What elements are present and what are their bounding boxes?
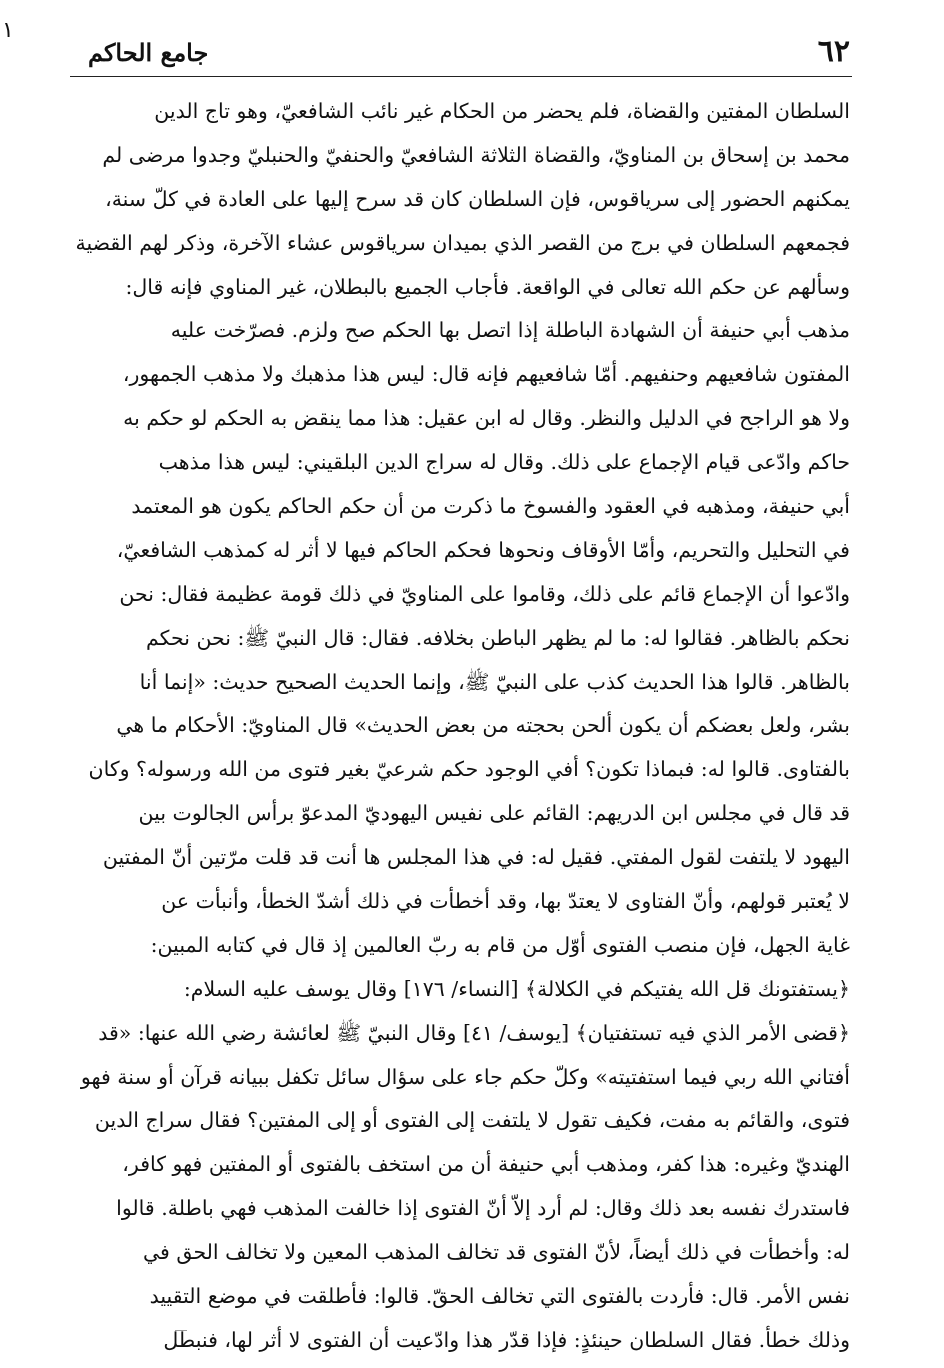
text-line: وذلك خطأ. فقال السلطان حينئذٍ: فإذا قدّر هذا وادّعيت أن الفتوى لا أثر لها، فنبطل	[163, 1327, 850, 1352]
margin-mark: ١	[2, 18, 14, 43]
text-line: اليهود لا يلتفت لقول المفتي. فقيل له: في هذا المجلس ها أنت قد قلت مرّتين أنّ المفتين	[102, 845, 850, 870]
text-line: بالظاهر. قالوا هذا الحديث كذب على النبيّ ﷺ، وإنما الحديث الصحيح حديث: «إنما أنا	[139, 669, 850, 694]
text-line: فتوى، والقائم به مفت، فكيف تقول لا يلتفت إلى الفتوى أو إلى المفتين؟ فقال سراج الدين	[94, 1108, 850, 1133]
text-line: ﴿يستفتونك قل الله يفتيكم في الكلالة﴾ [النساء/ ١٧٦] وقال يوسف عليه السلام:	[183, 976, 850, 1001]
body-text	[70, 90, 850, 1363]
text-line: نحكم بالظاهر. فقالوا له: ما لم يظهر الباطن بخلافه. فقال: قال النبيّ ﷺ: نحن نحكم	[146, 625, 850, 650]
text-line: قد قال في مجلس ابن الدريهم: القائم على نفيس اليهوديّ المدعوّ برأس الجالوت بين	[138, 801, 850, 826]
text-line: وسألهم عن حكم الله تعالى في الواقعة. فأجاب الجميع بالبطلان، غير المناوي فإنه قال:	[125, 274, 850, 299]
scan-mark	[175, 1330, 187, 1331]
text-line: له: وأخطأت في ذلك أيضاً، لأنّ الفتوى قد تخالف المذهب المعين ولا تخالف الحق في	[142, 1240, 850, 1265]
header-rule	[70, 76, 852, 77]
text-line: ولا هو الراجح في الدليل والنظر. وقال له ابن عقيل: هذا مما ينقض به الحكم لو حكم به	[123, 406, 850, 431]
text-line: بالفتاوى. قالوا له: فبماذا تكون؟ أفي الوجود حكم شرعيّ بغير فتوى من الله ورسوله؟ وكان	[88, 757, 850, 782]
page-header	[70, 28, 850, 72]
page-number: ٦٢	[817, 34, 850, 69]
text-line: محمد بن إسحاق بن المناويّ، والقضاة الثلاثة الشافعيّ والحنفيّ والحنبليّ وجدوا مرضى لم	[102, 142, 850, 167]
text-line: حاكم وادّعى قيام الإجماع على ذلك. وقال له سراج الدين البلقيني: ليس هذا مذهب	[158, 450, 850, 475]
text-line: ﴿قضى الأمر الذي فيه تستفتيان﴾ [يوسف/ ٤١] وقال النبيّ ﷺ لعائشة رضي الله عنها: «قد	[98, 1020, 850, 1045]
text-line: الهنديّ وغيره: هذا كفر، ومذهب أبي حنيفة أن من استخف بالفتوى أو المفتين فهو كافر،	[122, 1152, 850, 1177]
text-line: يمكنهم الحضور إلى سرياقوس، فإن السلطان كان قد سرح إليها على العادة في كلّ سنة،	[105, 186, 850, 211]
text-line: مذهب أبي حنيفة أن الشهادة الباطلة إذا اتصل بها الحكم صح ولزم. فصرّخت عليه	[170, 318, 850, 343]
text-line: في التحليل والتحريم، وأمّا الأوقاف ونحوها فحكم الحاكم فيها لا أثر له كمذهب الشافعيّ،	[116, 537, 850, 562]
text-line: المفتون شافعيهم وحنفيهم. أمّا شافعيهم فإنه قال: ليس هذا مذهبك ولا مذهب الجمهور،	[122, 362, 850, 387]
text-line: نفس الأمر. قال: فأردت بالفتوى التي تخالف الحقّ. قالوا: فأطلقت في موضع التقييد	[149, 1284, 850, 1309]
text-line: لا يُعتبر قولهم، وأنّ الفتاوى لا يعتدّ بها، وقد أخطأت في ذلك أشدّ الخطأ، وأنبأت عن	[161, 889, 850, 914]
text-line: فاستدرك نفسه بعد ذلك وقال: لم أرد إلاّ أنّ الفتوى إذا خالفت المذهب فهي باطلة. قالوا	[116, 1196, 850, 1221]
text-line: غاية الجهل، فإن منصب الفتوى أوّل من قام به ربّ العالمين إذ قال في كتابه المبين:	[150, 932, 850, 957]
text-line: وادّعوا أن الإجماع قائم على ذلك، وقاموا على المناويّ في ذلك قومة عظيمة فقال: نحن	[119, 581, 850, 606]
text-line: السلطان المفتين والقضاة، فلم يحضر من الحكام غير نائب الشافعيّ، وهو تاج الدين	[154, 99, 850, 123]
text-line: فجمعهم السلطان في برج من القصر الذي بميدان سرياقوس عشاء الآخرة، وذكر لهم القضية	[75, 230, 850, 255]
text-line: أفتاني الله ربي فيما استفتيته» وكلّ حكم جاء على سؤال سائل تكفل ببيانه قرآن أو سنة فهو	[80, 1064, 850, 1089]
text-line: بشر، ولعل بعضكم أن يكون ألحن بحجته من بعض الحديث» قال المناويّ: الأحكام ما هي	[116, 713, 850, 738]
text-line: أبي حنيفة، ومذهبه في العقود والفسوخ ما ذكرت من أن حكم الحاكم يكون هو المعتمد	[131, 494, 850, 519]
running-title: جامع الحاكم	[88, 38, 209, 67]
